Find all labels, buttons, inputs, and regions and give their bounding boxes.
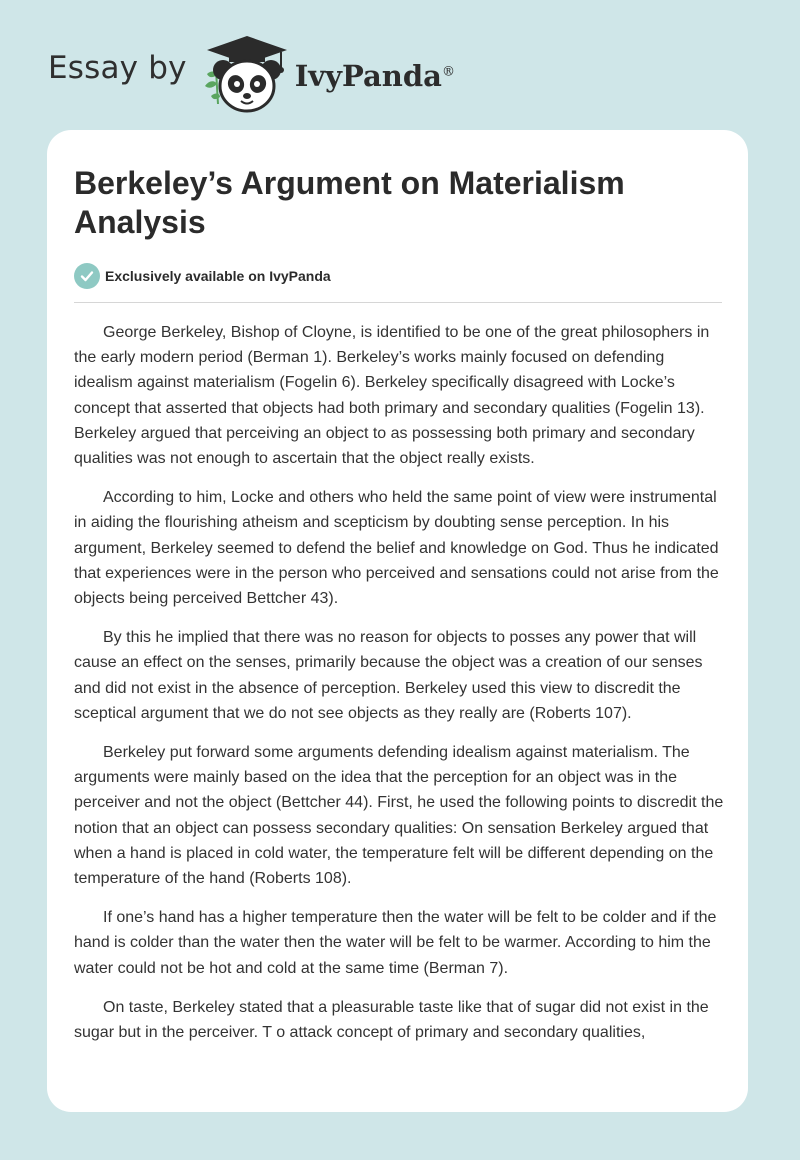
paragraph: By this he implied that there was no reason for objects to posses any power that will cause an effect on the senses, primarily because the object was a creation of our senses and did not exist in the absence of perception. Berkeley used this view to discredit the sceptical argument that we do not see objects as they really are (Roberts 107). xyxy=(74,629,703,722)
essay-title: Berkeley’s Argument on Materialism Analysis xyxy=(74,165,625,240)
paragraph: If one’s hand has a higher temperature then the water will be felt to be colder and if the hand is colder than the water then the water will be felt to be warmer. According to him the water could not be hot and cold at the same time (Berman 7). xyxy=(74,909,717,977)
panda-logo-icon[interactable] xyxy=(201,34,293,114)
brand-prefix: Essay by xyxy=(48,50,187,86)
exclusive-badge xyxy=(74,262,722,290)
paragraph: According to him, Locke and others who held the same point of view were instrumental in aiding the flourishing atheism and scepticism by doubting sense perception. In his argument, Berkeley seemed to defend the belief and knowledge on God. Thus he indicated that experiences were in the person who perceived and sensations could not arise from the objects being perceived Bettcher 43). xyxy=(74,489,719,608)
brand-name-text: IvyPanda xyxy=(294,59,442,93)
site-header xyxy=(48,34,455,114)
title-divider xyxy=(74,302,722,303)
paragraph: Berkeley put forward some arguments defending idealism against materialism. The arguments were mainly based on the idea that the perception for an object was in the perceiver and not the object (Bettcher 44). First, he used the following points to discredit the notion that an object can possess secondary qualities: On sensation Berkeley argued that when a hand is placed in cold water, the temperature felt will be different depending on the temperature of the hand (Roberts 108). xyxy=(74,744,724,888)
paragraph: George Berkeley, Bishop of Cloyne, is identified to be one of the great philosophers in the early modern period (Berman 1). Berkeley’s works mainly focused on defending idealism against materialism (Fogelin 6). Berkeley specifically disagreed with Locke’s concept that asserted that objects had both primary and secondary qualities (Fogelin 13). Berkeley argued that perceiving an object to as possessing both primary and secondary qualities was not enough to ascertain that the object really exists. xyxy=(74,324,710,468)
registered-mark: ® xyxy=(441,64,455,80)
paragraph: On taste, Berkeley stated that a pleasurable taste like that of sugar did not exist in the sugar but in the perceiver. T o attack concept of primary and secondary qualities, xyxy=(74,998,709,1042)
exclusive-label: Exclusively available on IvyPanda xyxy=(105,268,331,284)
checkmark-icon xyxy=(74,263,100,289)
essay-body xyxy=(74,320,724,1045)
brand-name[interactable] xyxy=(295,59,455,93)
essay-card xyxy=(47,130,748,1112)
